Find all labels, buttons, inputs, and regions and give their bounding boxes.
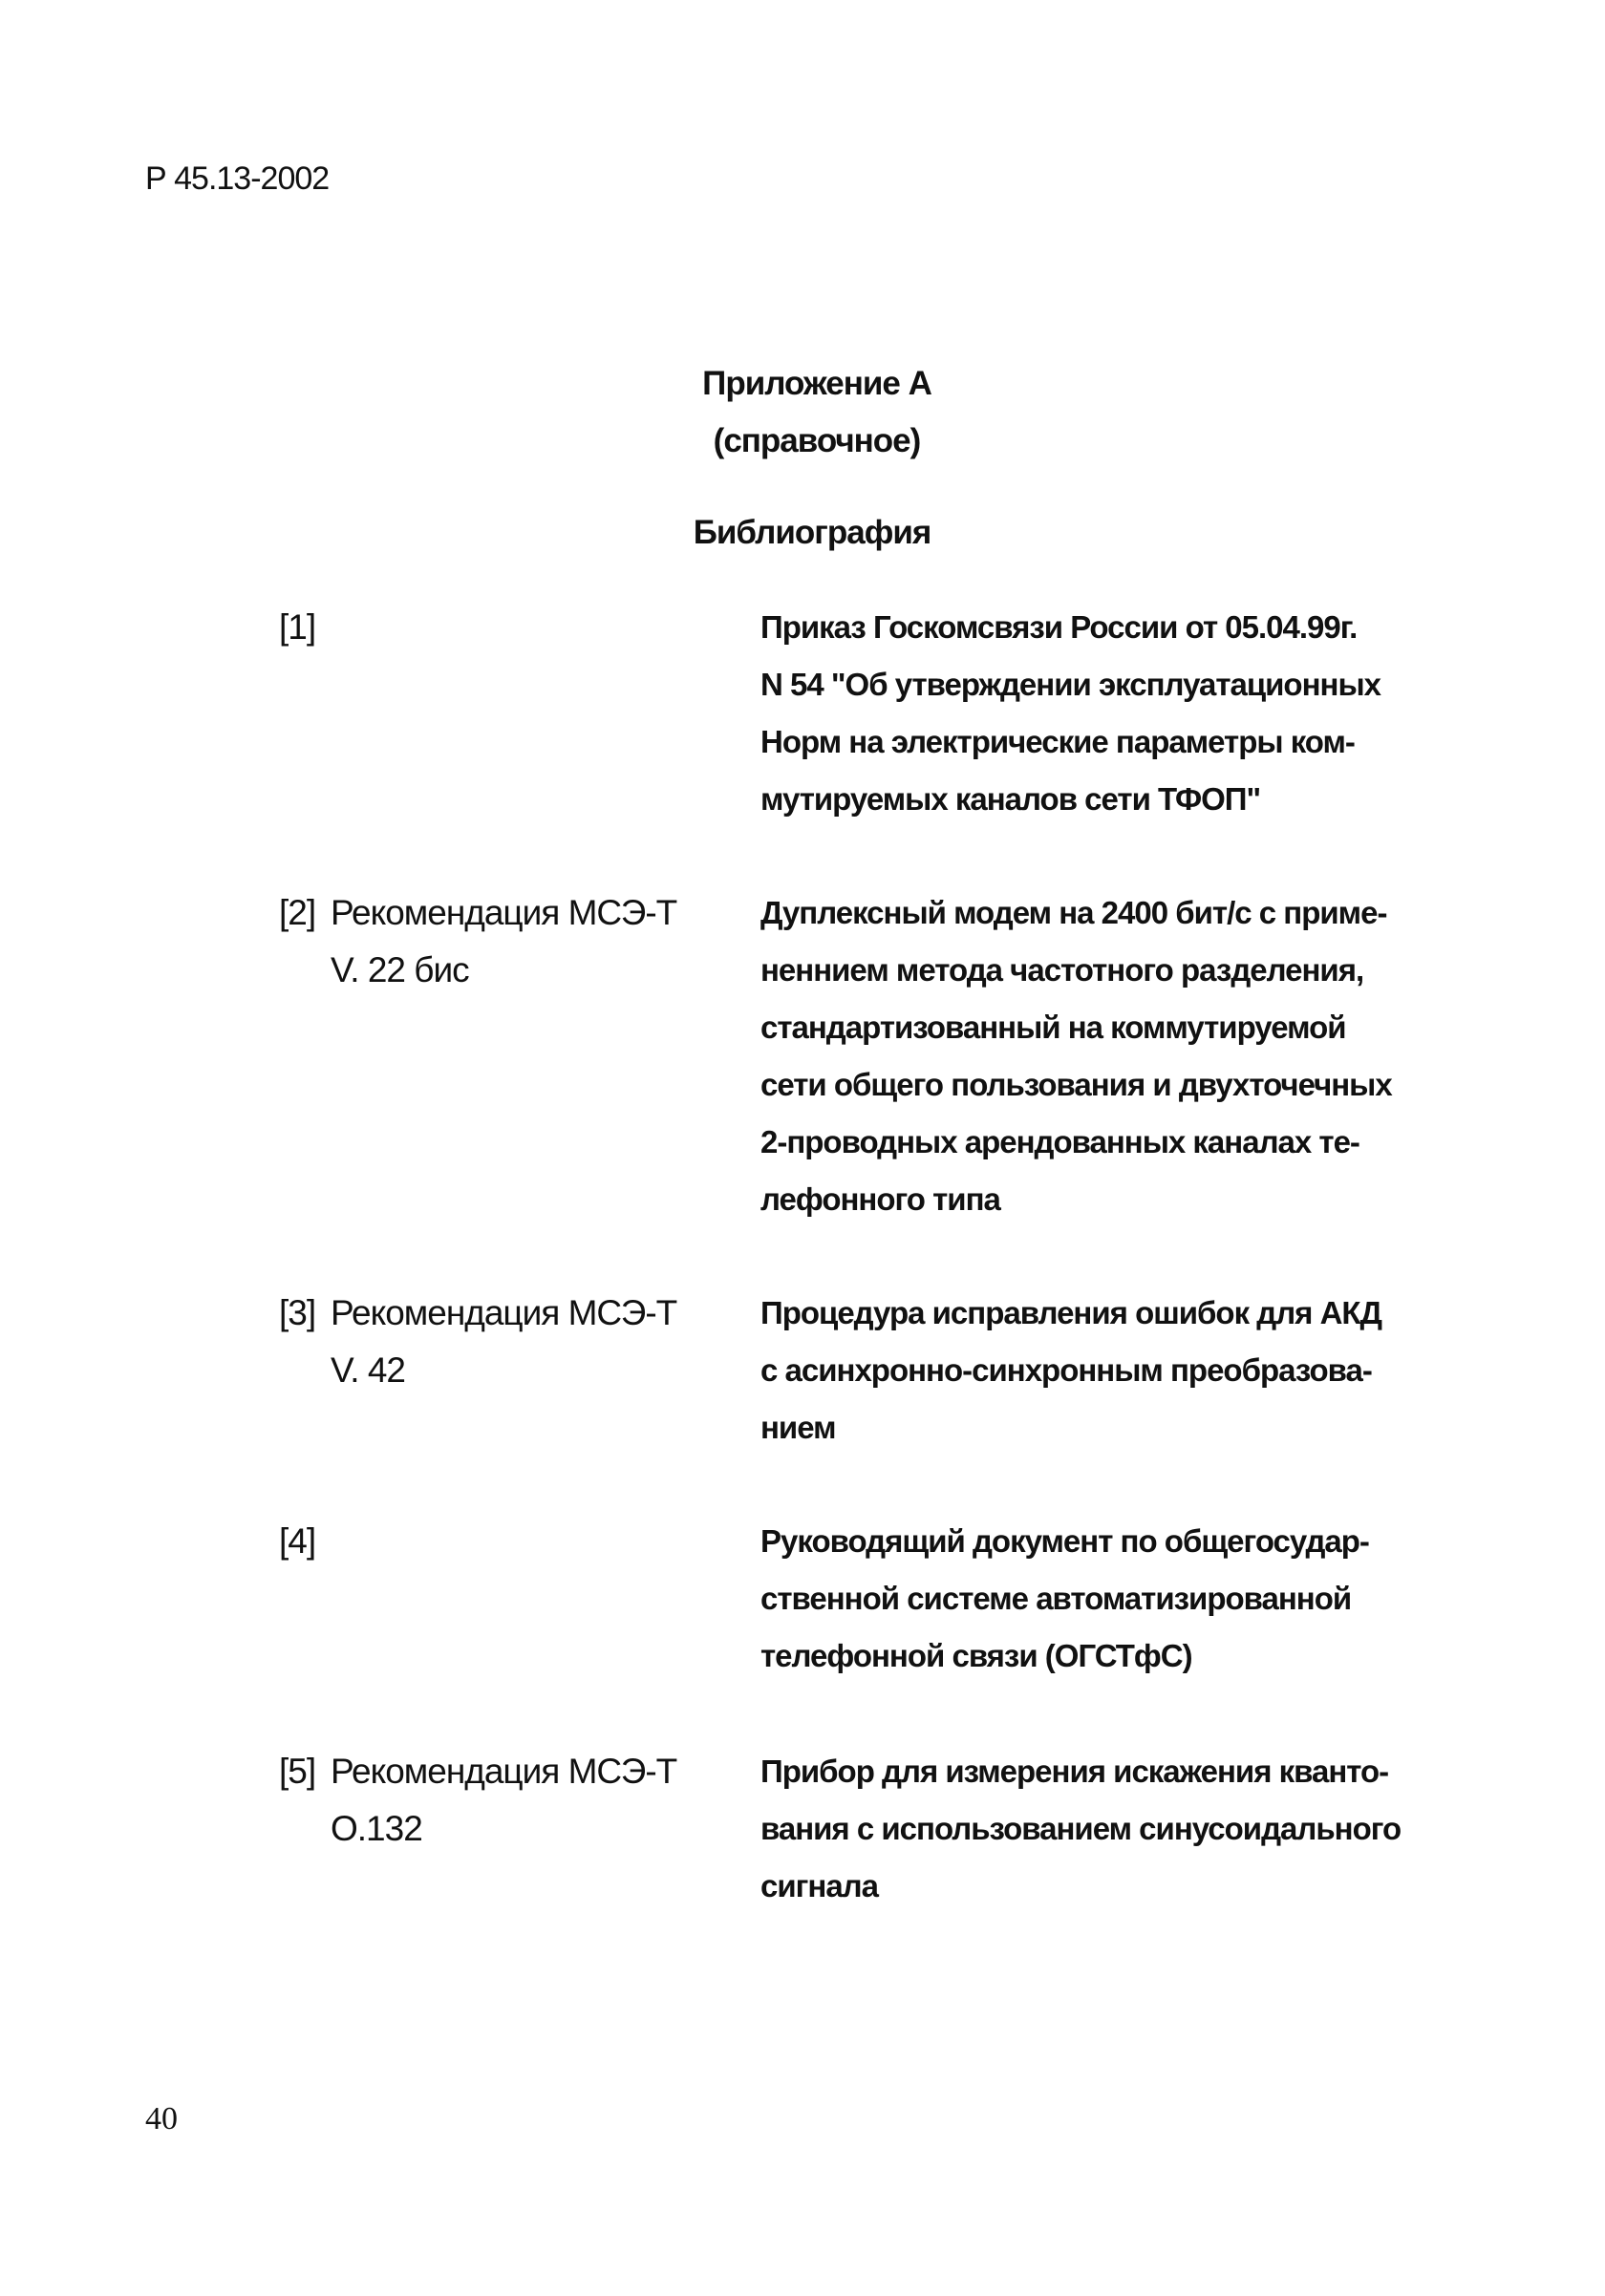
annex-title: Приложение А xyxy=(702,365,931,402)
description-line: телефонной связи (ОГСТфС) xyxy=(760,1638,1192,1673)
description-line: Приказ Госкомсвязи России от 05.04.99г. xyxy=(760,609,1358,645)
entry-description xyxy=(760,1285,1382,1456)
entry-number: [4] xyxy=(279,1521,316,1561)
description-line: стандартизованный на коммутируемой xyxy=(760,1010,1346,1045)
entry-description xyxy=(760,1513,1369,1685)
standard-name: Рекомендация МСЭ-Т xyxy=(331,1293,677,1332)
bibliography-title: Библиография xyxy=(693,514,931,551)
entry-reference xyxy=(279,599,680,656)
entry-number: [1] xyxy=(279,607,316,647)
entry-reference xyxy=(279,1285,680,1399)
description-line: Прибор для измерения искажения кванто- xyxy=(760,1754,1389,1789)
description-line: Процедура исправления ошибок для АКД xyxy=(760,1295,1382,1330)
entry-reference xyxy=(279,884,680,999)
standard-code: О.132 xyxy=(331,1809,422,1848)
entry-number: [5] xyxy=(279,1752,316,1791)
description-line: N 54 "Об утверждении эксплуатационных xyxy=(760,667,1380,702)
standard-code: V. 22 бис xyxy=(331,950,469,989)
entry-number: [2] xyxy=(279,893,316,932)
description-line: с асинхронно-синхронным преобразова- xyxy=(760,1352,1372,1388)
annex-subtitle: (справочное) xyxy=(713,422,921,459)
page-number: 40 xyxy=(145,2101,178,2137)
entry-reference xyxy=(279,1743,680,1858)
standard-name: Рекомендация МСЭ-Т xyxy=(331,1752,677,1791)
description-line: мутируемых каналов сети ТФОП" xyxy=(760,781,1261,817)
description-line: Дуплексный модем на 2400 бит/с с приме- xyxy=(760,895,1387,930)
description-line: 2-проводных арендованных каналах те- xyxy=(760,1124,1359,1159)
entry-description xyxy=(760,1743,1402,1915)
standard-code: V. 42 xyxy=(331,1350,405,1390)
description-line: нием xyxy=(760,1410,836,1445)
entry-reference xyxy=(279,1513,680,1570)
description-line: Норм на электрические параметры ком- xyxy=(760,724,1355,759)
entry-description xyxy=(760,884,1392,1228)
description-line: сети общего пользования и двухточечных xyxy=(760,1067,1392,1102)
description-line: Руководящий документ по общегосудар- xyxy=(760,1523,1369,1559)
description-line: лефонного типа xyxy=(760,1181,1000,1217)
standard-name: Рекомендация МСЭ-Т xyxy=(331,893,677,932)
entry-number: [3] xyxy=(279,1293,316,1332)
document-code: Р 45.13-2002 xyxy=(145,160,330,197)
description-line: сигнала xyxy=(760,1868,878,1903)
entry-description xyxy=(760,599,1380,828)
description-line: ственной системе автоматизированной xyxy=(760,1581,1352,1616)
description-line: вания с использованием синусоидального xyxy=(760,1811,1402,1846)
description-line: неннием метода частотного разделения, xyxy=(760,952,1364,988)
